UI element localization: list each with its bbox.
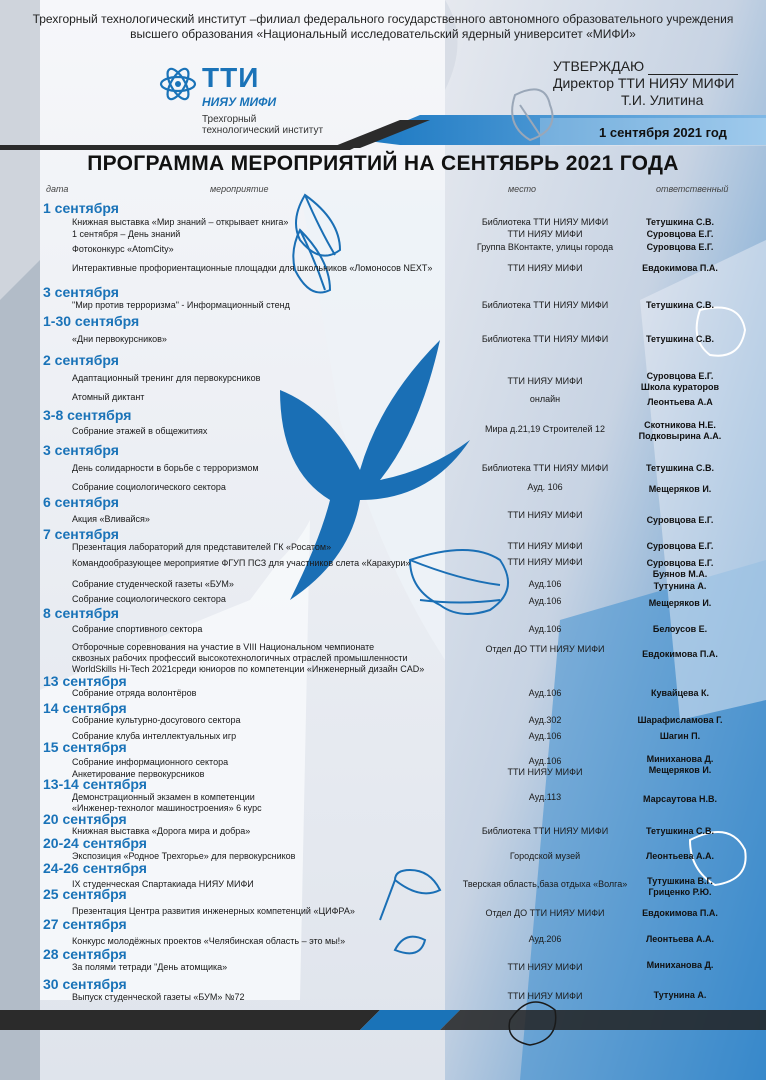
- date-label: 15 сентября: [43, 739, 127, 755]
- date-label: 6 сентября: [43, 494, 119, 510]
- responsible: Тутунина А.: [653, 581, 707, 591]
- place: Библиотека ТТИ НИЯУ МИФИ: [481, 463, 609, 473]
- place: Библиотека ТТИ НИЯУ МИФИ: [481, 300, 609, 310]
- page-title: ПРОГРАММА МЕРОПРИЯТИЙ НА СЕНТЯБРЬ 2021 ГОДА: [87, 152, 679, 175]
- approval-word: УТВЕРЖДАЮ: [553, 58, 645, 74]
- event: За полями тетради "День атомщика»: [72, 962, 228, 972]
- event: Собрание социологического сектора: [72, 482, 226, 492]
- responsible: Миниханова Д.: [646, 754, 714, 764]
- event: Конкурс молодёжных проектов «Челябинская область – это мы!»: [72, 936, 346, 946]
- responsible: Шарафисламова Г.: [637, 715, 723, 725]
- event: WorldSkills Hi-Tech 2021среди юниоров по компетенции «Инженерный дизайн CAD»: [72, 664, 425, 674]
- responsible: Шагин П.: [659, 731, 701, 741]
- responsible: Леонтьева А.А.: [645, 934, 715, 944]
- place: Ауд.302: [528, 715, 562, 725]
- event: День солидарности в борьбе с терроризмом: [72, 463, 259, 473]
- event: Собрание спортивного сектора: [72, 624, 203, 634]
- responsible: Леонтьева А.А.: [645, 851, 715, 861]
- date-label: 8 сентября: [43, 605, 119, 621]
- event: Собрание информационного сектора: [72, 757, 229, 767]
- place: ТТИ НИЯУ МИФИ: [507, 376, 583, 386]
- responsible: Марсаутова Н.В.: [642, 794, 718, 804]
- responsible: Буянов М.А.: [652, 569, 708, 579]
- responsible: Суровцова Е.Г.: [646, 371, 714, 381]
- event: Отборочные соревнования на участие в VIII Национальном чемпионате: [72, 642, 375, 652]
- responsible: Тутушкина В.Г.: [647, 876, 713, 886]
- date-label: 28 сентября: [43, 946, 127, 962]
- place: ТТИ НИЯУ МИФИ: [507, 263, 583, 273]
- responsible: Гриценко Р.Ю.: [648, 887, 712, 897]
- responsible: Тетушкина С.В.: [645, 217, 715, 227]
- place: Отдел ДО ТТИ НИЯУ МИФИ: [485, 908, 605, 918]
- responsible: Тутунина А.: [653, 990, 707, 1000]
- event: Демонстрационный экзамен в компетенции: [72, 792, 255, 802]
- place: Ауд.106: [528, 579, 562, 589]
- responsible: Скотникова Н.Е.: [644, 420, 716, 430]
- place: ТТИ НИЯУ МИФИ: [507, 229, 583, 239]
- date-label: 30 сентября: [43, 976, 127, 992]
- event: Собрание культурно-досугового сектора: [72, 715, 241, 725]
- responsible: Суровцова Е.Г.: [646, 229, 714, 239]
- logo-caption-2: технологический институт: [202, 125, 324, 136]
- responsible: Белоусов Е.: [652, 624, 708, 634]
- event: Адаптационный тренинг для первокурсников: [72, 373, 261, 383]
- place: Ауд.106: [528, 596, 562, 606]
- event: Собрание этажей в общежитиях: [72, 426, 208, 436]
- institute-header: [0, 12, 766, 42]
- place: Группа ВКонтакте, улицы города: [476, 242, 614, 252]
- date-label: 1 сентября: [43, 200, 119, 216]
- responsible: Мещеряков И.: [648, 765, 712, 775]
- responsible: Леонтьева А.А: [647, 397, 713, 407]
- place: Ауд. 106: [527, 482, 563, 492]
- place: ТТИ НИЯУ МИФИ: [507, 991, 583, 1001]
- date-label: 24-26 сентября: [43, 860, 147, 876]
- place: Ауд.113: [528, 792, 562, 802]
- event: Атомный диктант: [72, 392, 145, 402]
- approval-date: 1 сентября 2021 год: [599, 125, 727, 140]
- event: Собрание социологического сектора: [72, 594, 226, 604]
- event: Выпуск студенческой газеты «БУМ» №72: [72, 992, 245, 1002]
- header-line-1: Трехгорный технологический институт –филиал федерального государственного автономного образовательного учреждения: [32, 12, 734, 26]
- date-label: 13 сентября: [43, 673, 127, 689]
- event: «Дни первокурсников»: [72, 334, 167, 344]
- approval-block: [553, 58, 738, 109]
- event: IX студенческая Спартакиада НИЯУ МИФИ: [72, 879, 254, 889]
- place: Ауд.206: [528, 934, 562, 944]
- approval-position: Директор ТТИ НИЯУ МИФИ: [553, 75, 735, 91]
- logo-caption-1: Трехгорный: [202, 114, 257, 125]
- place: Ауд.106: [528, 731, 562, 741]
- event: сквозных рабочих профессий высокотехнологичных отраслей промышленности: [72, 653, 408, 663]
- place: Ауд.106: [528, 756, 562, 766]
- responsible: Тетушкина С.В.: [645, 463, 715, 473]
- date-label: 2 сентября: [43, 352, 119, 368]
- signature-line: [648, 62, 738, 75]
- responsible: Мещеряков И.: [648, 598, 712, 608]
- place: ТТИ НИЯУ МИФИ: [507, 962, 583, 972]
- col-event: мероприятие: [210, 184, 269, 194]
- responsible: Евдокимова П.А.: [642, 649, 718, 659]
- place: Ауд.106: [528, 624, 562, 634]
- event: Книжная выставка «Дорога мира и добра»: [72, 826, 251, 836]
- place: Библиотека ТТИ НИЯУ МИФИ: [481, 217, 609, 227]
- event: "Мир против терроризма" - Информационный стенд: [72, 300, 290, 310]
- event: 1 сентября – День знаний: [72, 229, 181, 239]
- responsible: Школа кураторов: [640, 382, 720, 392]
- place: Ауд.106: [528, 688, 562, 698]
- place: Библиотека ТТИ НИЯУ МИФИ: [481, 334, 609, 344]
- place: ТТИ НИЯУ МИФИ: [507, 510, 583, 520]
- date-label: 3 сентября: [43, 442, 119, 458]
- event: Собрание клуба интеллектуальных игр: [72, 731, 237, 741]
- responsible: Суровцова Е.Г.: [646, 558, 714, 568]
- date-label: 27 сентября: [43, 916, 127, 932]
- date-label: 20-24 сентября: [43, 835, 147, 851]
- col-place: место: [508, 184, 536, 194]
- responsible: Тетушкина С.В.: [645, 826, 715, 836]
- event: Экспозиция «Родное Трехгорье» для первокурсников: [72, 851, 296, 861]
- approval-name: Т.И. Улитина: [621, 92, 704, 108]
- date-label: 1-30 сентября: [43, 313, 140, 329]
- event: Собрание отряда волонтёров: [72, 688, 197, 698]
- date-label: 3 сентября: [43, 284, 119, 300]
- date-label: 3-8 сентября: [43, 407, 132, 423]
- place: Тверская область,база отдыха «Волга»: [462, 879, 628, 889]
- responsible: Кувайцева К.: [651, 688, 709, 698]
- header-line-2: высшего образования «Национальный исследовательский ядерный университет «МИФИ»: [130, 27, 636, 41]
- event: Собрание студенческой газеты «БУМ»: [72, 579, 234, 589]
- date-label: 7 сентября: [43, 526, 119, 542]
- date-label: 25 сентября: [43, 886, 127, 902]
- responsible: Евдокимова П.А.: [642, 263, 718, 273]
- place: ТТИ НИЯУ МИФИ: [507, 541, 583, 551]
- responsible: Суровцова Е.Г.: [646, 541, 714, 551]
- event: «Инженер-технолог машиностроения» 6 курс: [72, 803, 262, 813]
- logo-mifi: НИЯУ МИФИ: [202, 95, 277, 109]
- event: Презентация Центра развития инженерных компетенций «ЦИФРА»: [72, 906, 355, 916]
- date-label: 14 сентября: [43, 700, 127, 716]
- logo-caption: [202, 114, 323, 136]
- event: Интерактивные профориентационные площадки для школьников «Ломоносов NEXT»: [72, 263, 433, 273]
- place: ТТИ НИЯУ МИФИ: [507, 767, 583, 777]
- responsible: Подковырина А.А.: [638, 431, 722, 441]
- responsible: Тетушкина С.В.: [645, 334, 715, 344]
- date-label: 20 сентября: [43, 811, 127, 827]
- place: онлайн: [529, 394, 561, 404]
- event: Книжная выставка «Мир знаний – открывает книга»: [72, 217, 289, 227]
- event: Фотоконкурс «AtomCity»: [72, 244, 174, 254]
- atom-icon: [158, 64, 198, 104]
- responsible: Суровцова Е.Г.: [646, 515, 714, 525]
- responsible: Евдокимова П.А.: [642, 908, 718, 918]
- logo-tti: ТТИ: [202, 62, 260, 93]
- place: Мира д.21,19 Строителей 12: [485, 424, 605, 434]
- col-responsible: ответственный: [656, 184, 729, 194]
- responsible: Мещеряков И.: [648, 484, 712, 494]
- date-label: 13-14 сентября: [43, 776, 147, 792]
- place: ТТИ НИЯУ МИФИ: [507, 557, 583, 567]
- place: Отдел ДО ТТИ НИЯУ МИФИ: [485, 644, 605, 654]
- event: Анкетирование первокурсников: [72, 769, 205, 779]
- event: Презентация лабораторий для представителей ГК «Росатом»: [72, 542, 332, 552]
- place: Библиотека ТТИ НИЯУ МИФИ: [481, 826, 609, 836]
- responsible: Тетушкина С.В.: [645, 300, 715, 310]
- place: Городской музей: [509, 851, 581, 861]
- responsible: Миниханова Д.: [646, 960, 714, 970]
- responsible: Суровцова Е.Г.: [646, 242, 714, 252]
- col-date: дата: [46, 184, 69, 194]
- event: Акция «Вливайся»: [72, 514, 150, 524]
- logo: [158, 62, 358, 142]
- event: Командообразующее мероприятие ФГУП ПСЗ для участников слета «Каракури»: [72, 558, 411, 568]
